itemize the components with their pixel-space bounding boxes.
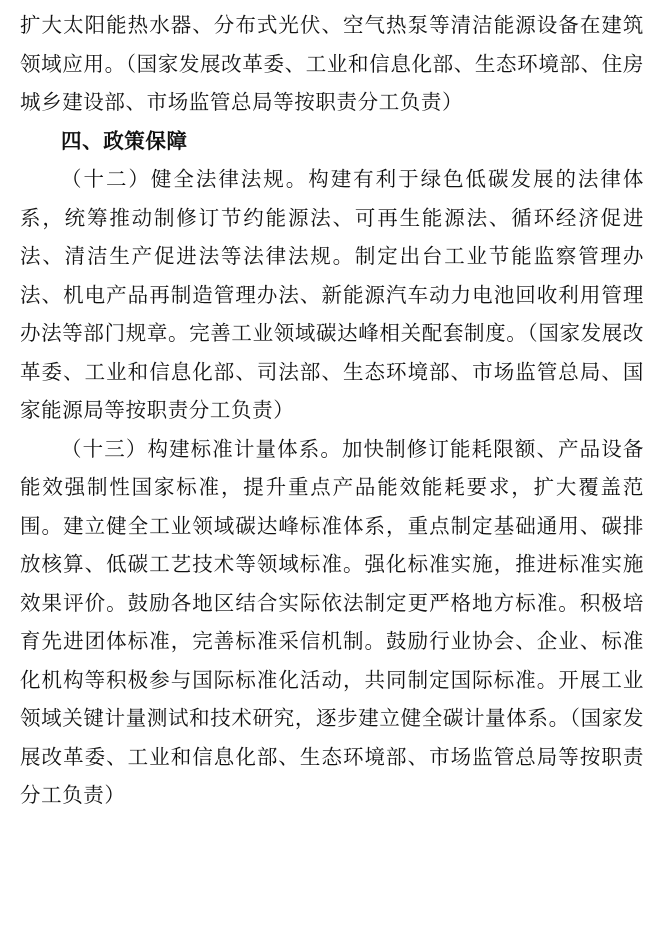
paragraph-item-13: （十三）构建标准计量体系。加快制修订能耗限额、产品设备能效强制性国家标准，提升重点产品能效能耗要求，扩大覆盖范围。建立健全工业领域碳达峰标准体系，重点制定基础通用、碳排放核算、低碳工艺技术等领域标准。强化标准实施，推进标准实施效果评价。鼓励各地区结合实际依法制定更严格地方标准。积极培育先进团体标准，完善标准采信机制。鼓励行业协会、企业、标准化机构等积极参与国际标准化活动，共同制定国际标准。开展工业领域关键计量测试和技术研究，逐步建立健全碳计量体系。（国家发展改革委、工业和信息化部、生态环境部、市场监管总局等按职责分工负责） [20,436,644,807]
paragraph-item-12: （十二）健全法律法规。构建有利于绿色低碳发展的法律体系，统筹推动制修订节约能源法、可再生能源法、循环经济促进法、清洁生产促进法等法律法规。制定出台工业节能监察管理办法、机电产品再制造管理办法、新能源汽车动力电池回收利用管理办法等部门规章。完善工业领域碳达峰相关配套制度。（国家发展改革委、工业和信息化部、司法部、生态环境部、市场监管总局、国家能源局等按职责分工负责） [20,167,644,422]
document-page [20,6,644,815]
continuation-paragraph: 扩大太阳能热水器、分布式光伏、空气热泵等清洁能源设备在建筑领域应用。（国家发展改革委、工业和信息化部、生态环境部、住房城乡建设部、市场监管总局等按职责分工负责） [20,13,644,114]
section-heading: 四、政策保障 [61,128,188,153]
